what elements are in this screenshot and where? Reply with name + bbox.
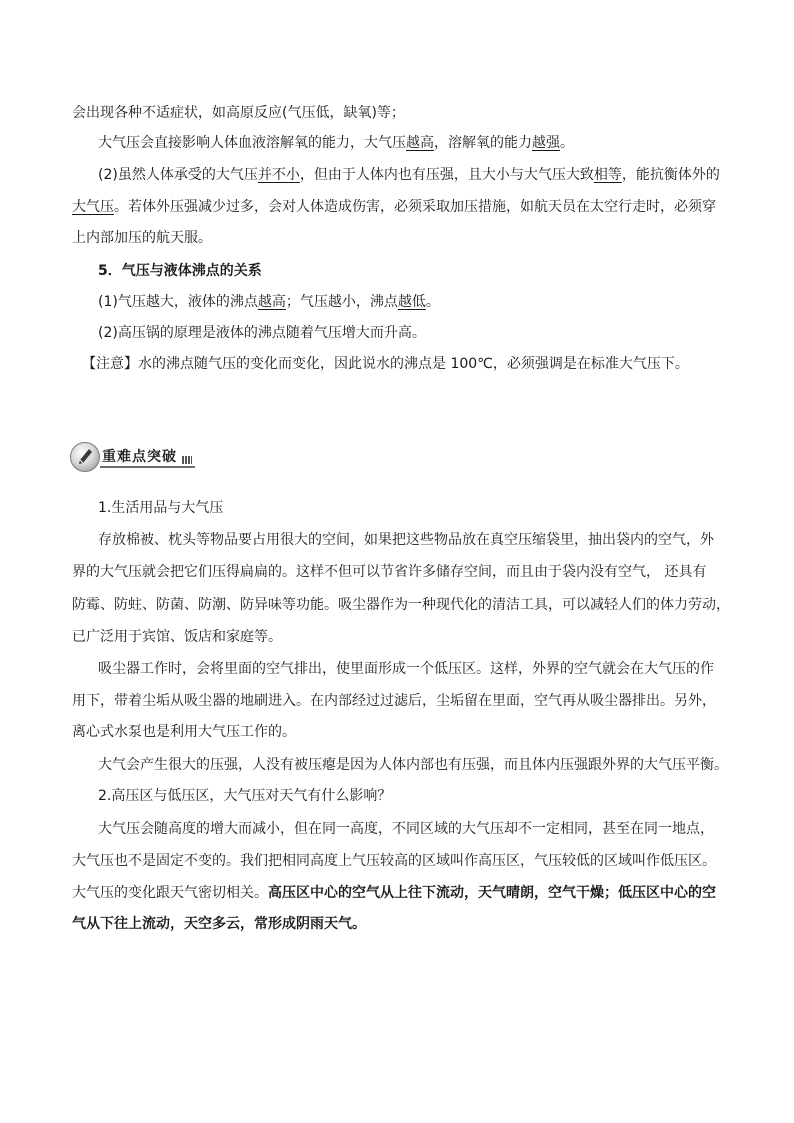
text-segment: 。 [425, 294, 440, 310]
text-line: 用下，带着尘垢从吸尘器的地刷进入。在内部经过过滤后，尘垢留在里面，空气再从吸尘器排出。另外， [72, 693, 716, 709]
underlined-answer: 大气压 [72, 199, 114, 215]
text-line: 存放棉被、枕头等物品要占用很大的空间，如果把这些物品放在真空压缩袋里，抽出袋内的空气，外 [98, 532, 714, 548]
text-line: 防霉、防蛀、防菌、防潮、防异味等功能。吸尘器作为一种现代化的清洁工具，可以减轻人们的体力劳动， [72, 597, 730, 613]
underlined-answer: 相等 [593, 167, 622, 183]
text-segment: ，但由于人体内也有压强，且大小与大气压大致 [299, 167, 594, 183]
underlined-answer: 越低 [397, 294, 426, 310]
text-line: 大气压也不是固定不变的。我们把相同高度上气压较高的区域叫作高压区，气压较低的区域叫作低压区。 [72, 853, 716, 869]
text-line [72, 884, 716, 902]
section-banner [70, 440, 195, 470]
bold-text: 高压区中心的空气从上往下流动，天气晴朗，空气干燥；低压区中心的空 [268, 885, 716, 901]
note-line: 【注意】水的沸点随气压的变化而变化，因此说水的沸点是 100℃，必须强调是在标准大气压下。 [82, 356, 689, 372]
text-line: 大气会产生很大的压强，人没有被压瘪是因为人体内部也有压强，而且体内压强跟外界的大气压平衡。 [98, 757, 728, 773]
text-line [98, 166, 720, 184]
text-segment: 大气压会直接影响人体血液溶解氧的能力，大气压 [98, 135, 406, 151]
banner-decoration [182, 456, 192, 464]
underlined-answer: 越强 [532, 135, 560, 151]
text-line: (2)高压锅的原理是液体的沸点随着气压增大而升高。 [98, 325, 426, 341]
text-segment: ；气压越小，沸点 [285, 294, 398, 310]
banner-title: 重难点突破 [102, 449, 177, 465]
banner-underline [100, 466, 195, 468]
text-line [98, 293, 440, 311]
text-line: 大气压会随高度的增大而减小，但在同一高度，不同区域的大气压却不一定相同，甚至在同一地点， [98, 821, 714, 837]
pen-icon [70, 442, 100, 472]
section-heading: 5．气压与液体沸点的关系 [98, 263, 262, 279]
text-segment: 大气压的变化跟天气密切相关。 [72, 885, 268, 901]
text-segment: 。若体外压强减少过多，会对人体造成伤害，必须采取加压措施，如航天员在太空行走时，必须穿 [114, 199, 716, 215]
text-segment: ，溶解氧的能力 [434, 135, 532, 151]
subsection-title: 1.生活用品与大气压 [98, 500, 224, 516]
text-line: 已广泛用于宾馆、饭店和家庭等。 [72, 629, 282, 645]
text-line: 吸尘器工作时，会将里面的空气排出，使里面形成一个低压区。这样，外界的空气就会在大气压的作 [98, 661, 714, 677]
subsection-title: 2.高压区与低压区，大气压对天气有什么影响？ [98, 788, 392, 804]
underlined-answer: 越高 [257, 294, 286, 310]
text-segment: (1)气压越大，液体的沸点 [98, 294, 258, 310]
text-line: 上内部加压的航天服。 [72, 230, 212, 246]
text-line [98, 134, 574, 152]
underlined-answer: 越高 [406, 135, 434, 151]
text-segment: (2)虽然人体承受的大气压 [98, 167, 258, 183]
text-line: 会出现各种不适症状，如高原反应(气压低，缺氧)等； [72, 105, 405, 121]
text-line [72, 198, 716, 216]
text-line: 气从下往上流动，天空多云，常形成阴雨天气。 [72, 916, 366, 932]
underlined-answer: 并不小 [257, 167, 300, 183]
text-line: 界的大气压就会把它们压得扁扁的。这样不但可以节省许多储存空间，而且由于袋内没有空气， 还具有 [72, 564, 707, 580]
text-segment: 。 [560, 135, 574, 151]
text-line: 离心式水泵也是利用大气压工作的。 [72, 724, 296, 740]
text-segment: ，能抗衡体外的 [621, 167, 720, 183]
